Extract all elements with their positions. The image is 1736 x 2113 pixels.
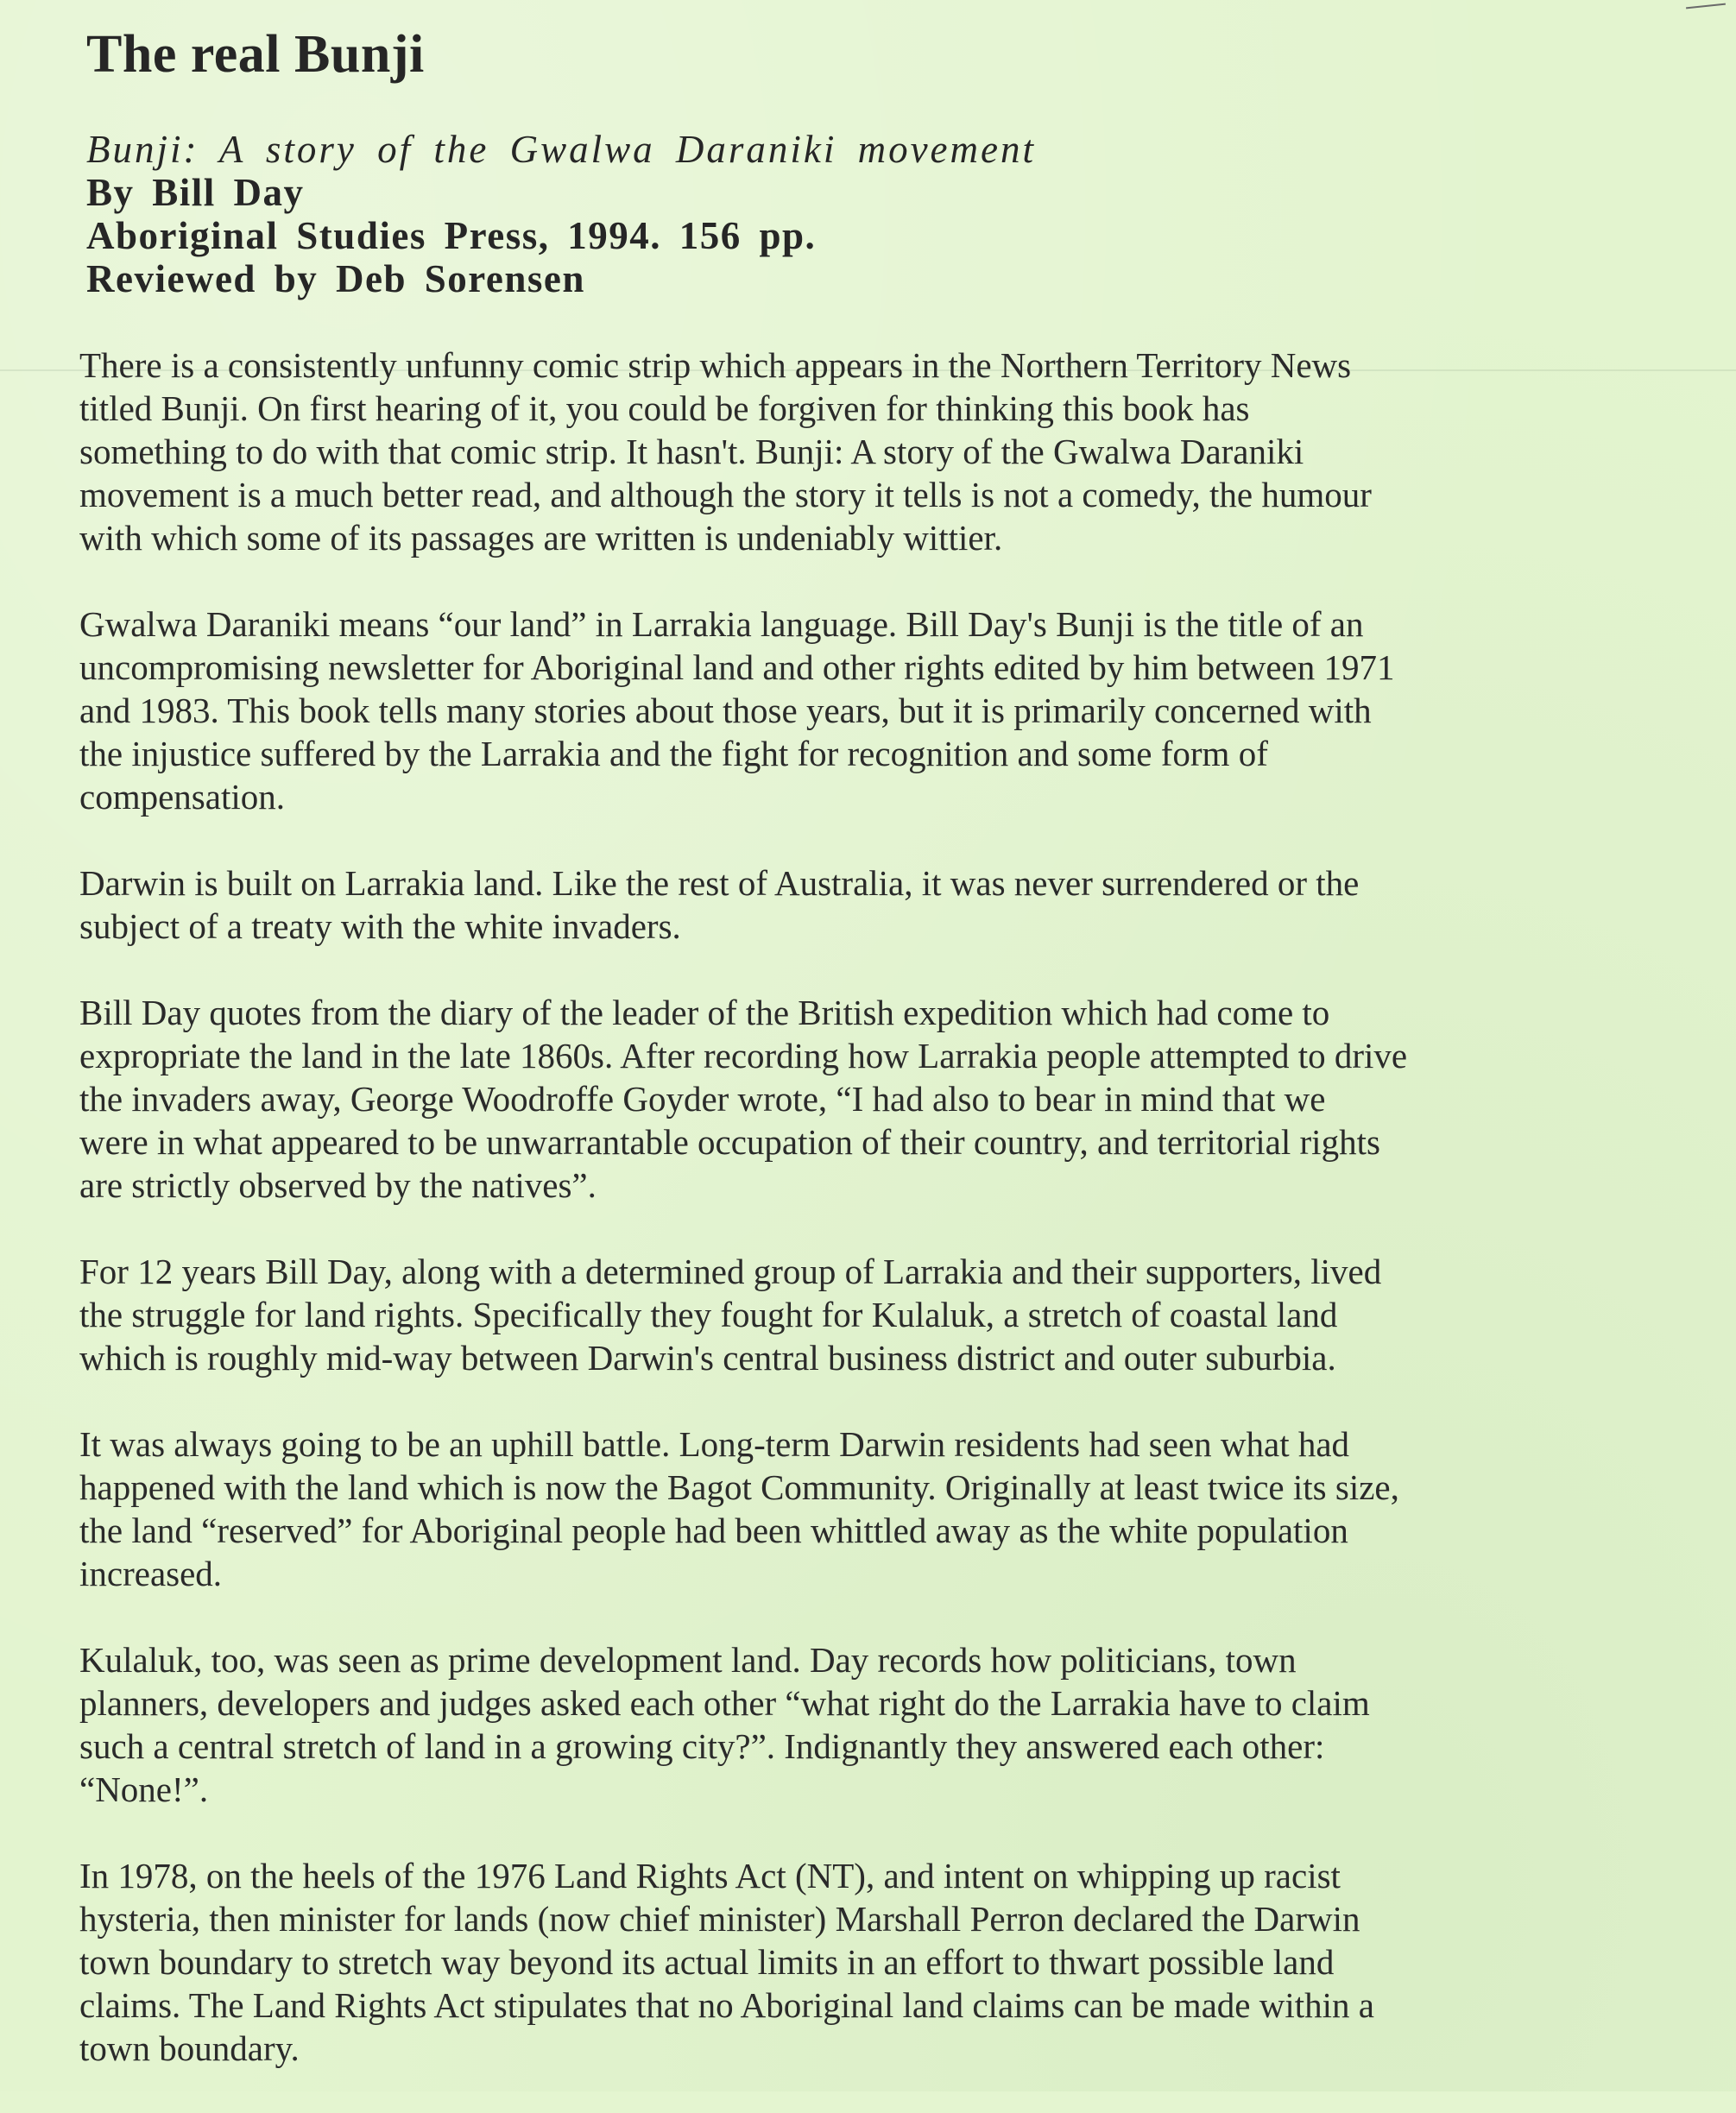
body-paragraph bbox=[79, 1854, 1685, 2070]
article-title: The real Bunji bbox=[86, 25, 425, 84]
paragraph-line: which is roughly mid-way between Darwin's central business district and outer suburbia. bbox=[79, 1338, 1336, 1378]
body-paragraph bbox=[79, 1422, 1685, 1595]
paragraph-line: subject of a treaty with the white invaders. bbox=[79, 906, 681, 946]
body-paragraph bbox=[79, 1638, 1685, 1811]
paragraph-line: such a central stretch of land in a growing city?”. Indignantly they answered each other: bbox=[79, 1726, 1325, 1766]
paragraph-line: uncompromising newsletter for Aboriginal land and other rights edited by him between 1971 bbox=[79, 647, 1395, 687]
paragraph-line: town boundary. bbox=[79, 2028, 300, 2068]
book-title: Bunji: A story of the Gwalwa Daraniki movement bbox=[86, 128, 1037, 171]
body-paragraph bbox=[79, 861, 1685, 948]
body-paragraph bbox=[79, 344, 1685, 559]
paragraph-line: titled Bunji. On first hearing of it, you could be forgiven for thinking this book has bbox=[79, 388, 1250, 428]
paragraph-line: increased. bbox=[79, 1554, 223, 1593]
paragraph-line: and 1983. This book tells many stories about those years, but it is primarily concerned with bbox=[79, 691, 1372, 730]
paragraph-line: are strictly observed by the natives”. bbox=[79, 1165, 597, 1205]
paragraph-line: the invaders away, George Woodroffe Goyder wrote, “I had also to bear in mind that we bbox=[79, 1079, 1326, 1119]
corner-pen-mark bbox=[1686, 3, 1726, 9]
author-line: By Bill Day bbox=[86, 171, 305, 214]
paragraph-line: claims. The Land Rights Act stipulates that no Aboriginal land claims can be made within a bbox=[79, 1985, 1374, 2025]
paragraph-line: Bill Day quotes from the diary of the leader of the British expedition which had come to bbox=[79, 993, 1330, 1032]
paragraph-line: the land “reserved” for Aboriginal people had been whittled away as the white population bbox=[79, 1511, 1348, 1550]
publisher-line: Aboriginal Studies Press, 1994. 156 pp. bbox=[86, 214, 817, 257]
body-paragraph bbox=[79, 991, 1685, 1207]
paragraph-line: movement is a much better read, and although the story it tells is not a comedy, the humour bbox=[79, 475, 1372, 514]
paragraph-line: It was always going to be an uphill battle. Long-term Darwin residents had seen what had bbox=[79, 1424, 1350, 1464]
paragraph-line: Gwalwa Daraniki means “our land” in Larrakia language. Bill Day's Bunji is the title of an bbox=[79, 604, 1364, 644]
paragraph-line: compensation. bbox=[79, 777, 285, 817]
paragraph-line: the struggle for land rights. Specifically they fought for Kulaluk, a stretch of coastal land bbox=[79, 1295, 1338, 1334]
paragraph-line: town boundary to stretch way beyond its actual limits in an effort to thwart possible land bbox=[79, 1942, 1335, 1982]
paragraph-line: the injustice suffered by the Larrakia and the fight for recognition and some form of bbox=[79, 734, 1268, 773]
body-paragraph bbox=[79, 1250, 1685, 1379]
paragraph-line: happened with the land which is now the Bagot Community. Originally at least twice its size, bbox=[79, 1467, 1399, 1507]
paragraph-line: “None!”. bbox=[79, 1769, 209, 1809]
paragraph-line: Kulaluk, too, was seen as prime development land. Day records how politicians, town bbox=[79, 1640, 1297, 1680]
paragraph-line: with which some of its passages are written is undeniably wittier. bbox=[79, 518, 1003, 558]
paragraph-line: For 12 years Bill Day, along with a determined group of Larrakia and their supporters, lived bbox=[79, 1252, 1382, 1291]
paragraph-line: Darwin is built on Larrakia land. Like the rest of Australia, it was never surrendered or the bbox=[79, 863, 1360, 903]
article-header bbox=[86, 16, 1640, 300]
article-body bbox=[79, 344, 1685, 2113]
paragraph-line: planners, developers and judges asked each other “what right do the Larrakia have to claim bbox=[79, 1683, 1370, 1723]
paragraph-line: something to do with that comic strip. It hasn't. Bunji: A story of the Gwalwa Daraniki bbox=[79, 432, 1304, 471]
paragraph-line: were in what appeared to be unwarrantable occupation of their country, and territorial rights bbox=[79, 1122, 1380, 1162]
paragraph-line: hysteria, then minister for lands (now chief minister) Marshall Perron declared the Darwin bbox=[79, 1899, 1360, 1939]
paragraph-line: There is a consistently unfunny comic strip which appears in the Northern Territory News bbox=[79, 345, 1352, 385]
paragraph-line: In 1978, on the heels of the 1976 Land Rights Act (NT), and intent on whipping up racist bbox=[79, 1856, 1341, 1895]
reviewer-line: Reviewed by Deb Sorensen bbox=[86, 257, 585, 300]
paragraph-line: expropriate the land in the late 1860s. After recording how Larrakia people attempted to drive bbox=[79, 1036, 1408, 1075]
body-paragraph bbox=[79, 602, 1685, 818]
